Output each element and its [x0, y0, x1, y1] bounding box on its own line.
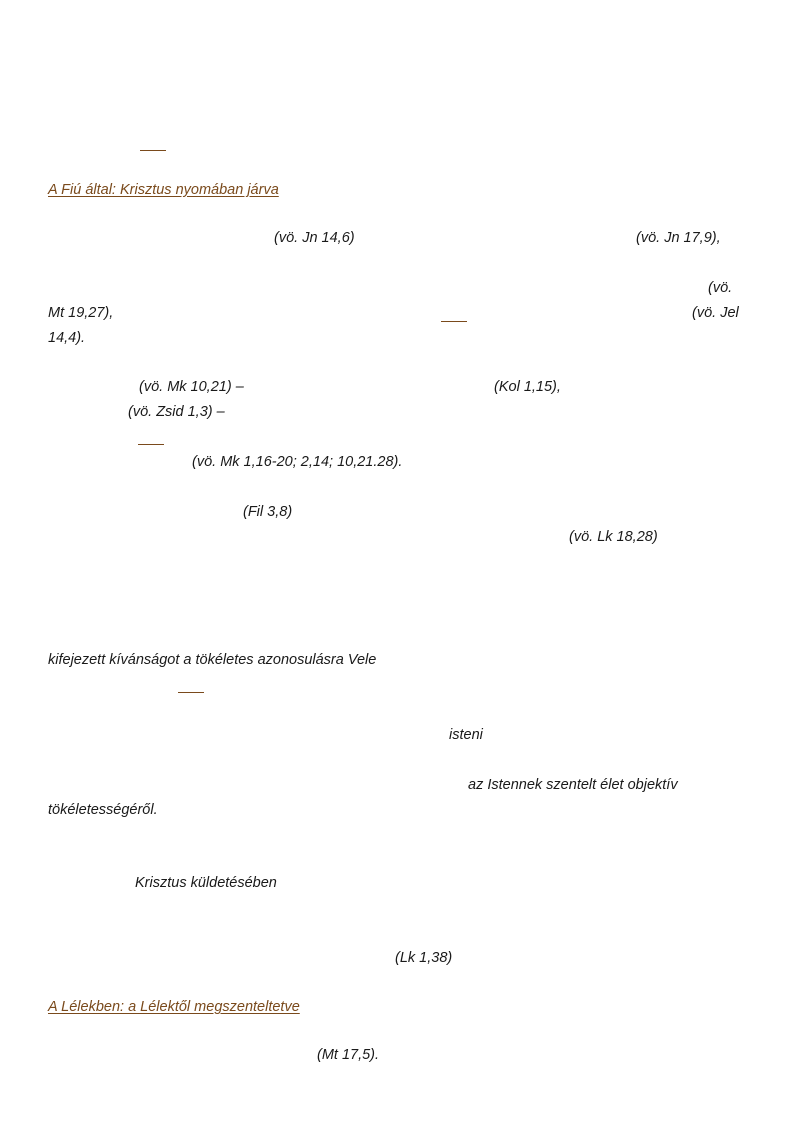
ref-zsid-1-3: (vö. Zsid 1,3) – — [128, 404, 225, 420]
ref-jel-b: 14,4). — [48, 330, 86, 346]
section-heading-spirit[interactable]: A Lélekben: a Lélektől megszenteltetve — [48, 999, 300, 1015]
note-mark-1[interactable] — [140, 150, 166, 151]
ref-lk-1-38: (Lk 1,38) — [395, 950, 453, 966]
ref-mk-10-21: (vö. Mk 10,21) – — [139, 379, 244, 395]
ref-lk-18-28: (vö. Lk 18,28) — [569, 529, 658, 545]
phrase-identification: kifejezett kívánságot a tökéletes azonosulásra Vele — [48, 652, 377, 668]
ref-mt-17-5: (Mt 17,5). — [317, 1047, 380, 1063]
phrase-mission: Krisztus küldetésében — [135, 875, 277, 891]
phrase-consecrated-a: az Istennek szentelt élet objektív — [468, 777, 678, 793]
section-heading-son[interactable]: A Fiú által: Krisztus nyomában járva — [48, 182, 279, 198]
ref-jel-a: (vö. Jel — [692, 305, 739, 321]
ref-jn-17-9: (vö. Jn 17,9), — [636, 230, 721, 246]
note-mark-4[interactable] — [178, 692, 204, 693]
phrase-divine: isteni — [449, 727, 483, 743]
ref-jn-14-6: (vö. Jn 14,6) — [274, 230, 355, 246]
note-mark-3[interactable] — [138, 444, 164, 445]
note-mark-2[interactable] — [441, 321, 467, 322]
ref-mk-1-16: (vö. Mk 1,16-20; 2,14; 10,21.28). — [192, 454, 403, 470]
ref-fil-3-8: (Fil 3,8) — [243, 504, 293, 520]
ref-kol-1-15: (Kol 1,15), — [494, 379, 561, 395]
ref-mt-19-27: Mt 19,27), — [48, 305, 114, 321]
phrase-consecrated-b: tökéletességéről. — [48, 802, 158, 818]
ref-vo-prefix: (vö. — [708, 280, 733, 296]
